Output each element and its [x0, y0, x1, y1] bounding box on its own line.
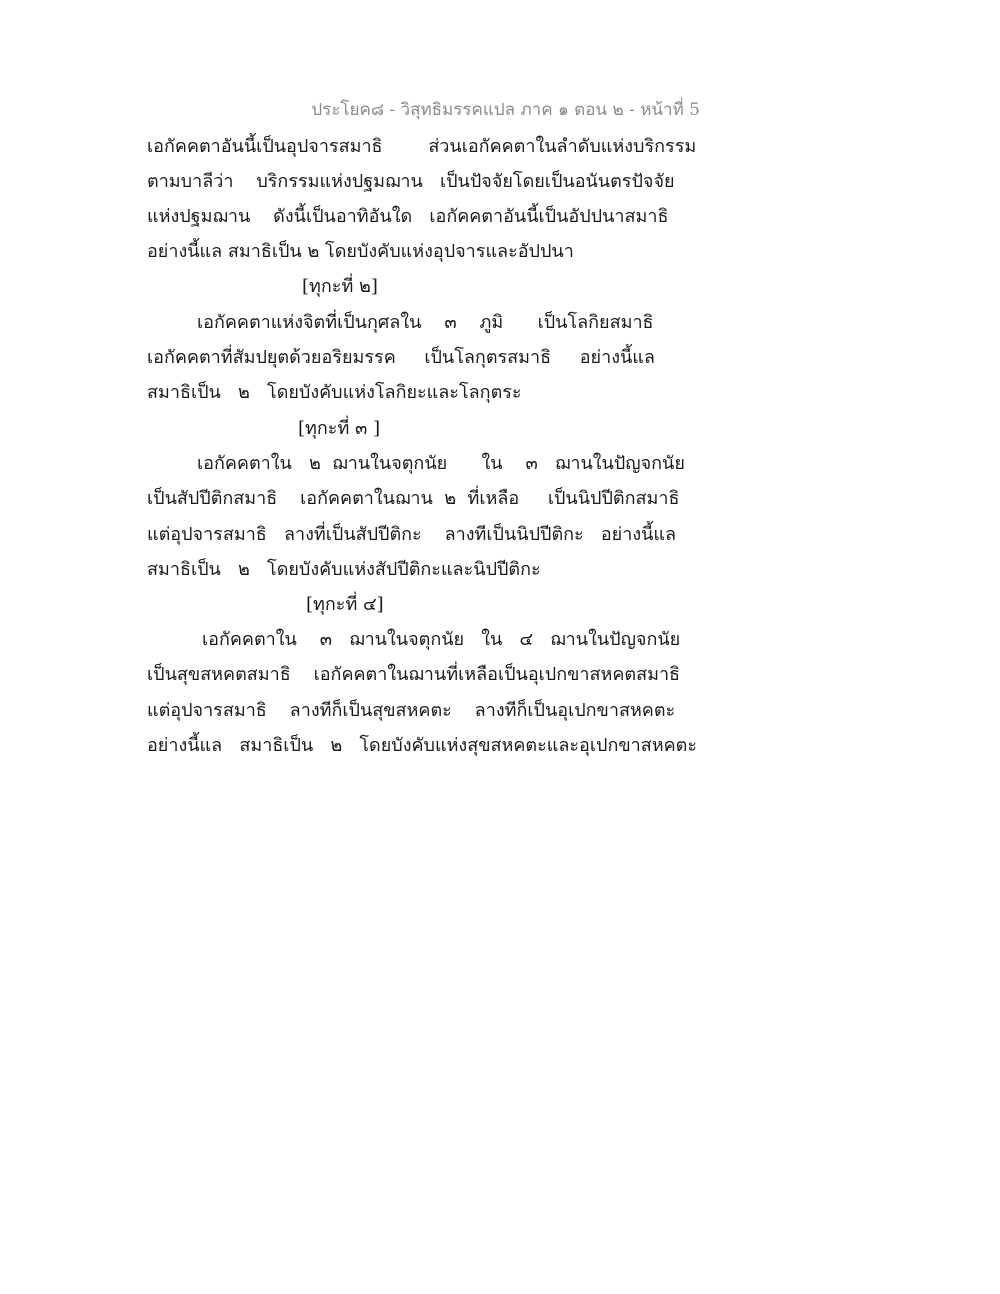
text-line: เป็นสุขสหคตสมาธิ เอกัคคตาในฌานที่เหลือเป็นอุเปกขาสหคตสมาธิ	[147, 664, 681, 685]
text-line: แต่อุปจารสมาธิ ลางทีก็เป็นสุขสหคตะ ลางทีก็เป็นอุเปกขาสหคตะ	[147, 700, 676, 721]
text-line: เอกัคคตาอันนี้เป็นอุปจารสมาธิ ส่วนเอกัคคตาในลำดับแห่งบริกรรม	[147, 136, 697, 157]
section-heading: [ทุกะที่ ๒]	[302, 276, 378, 297]
text-line: ตามบาลีว่า บริกรรมแห่งปฐมฌาน เป็นปัจจัยโดยเป็นอนันตรปัจจัย	[147, 171, 675, 192]
section-heading: [ทุกะที่ ๓ ]	[298, 418, 381, 439]
text-line: อย่างนี้แล สมาธิเป็น ๒ โดยบังคับแห่งอุปจารและอัปปนา	[147, 241, 574, 262]
text-line: สมาธิเป็น ๒ โดยบังคับแห่งโลกิยะและโลกุตระ	[147, 382, 522, 403]
text-line: เอกัคคตาใน ๓ ฌานในจตุกนัย ใน ๔ ฌานในปัญจกนัย	[202, 629, 681, 650]
text-line: เอกัคคตาใน ๒ ฌานในจตุกนัย ใน ๓ ฌานในปัญจกนัย	[197, 453, 685, 474]
text-line: สมาธิเป็น ๒ โดยบังคับแห่งสัปปีติกะและนิปปีติกะ	[147, 559, 541, 580]
text-line: อย่างนี้แล สมาธิเป็น ๒ โดยบังคับแห่งสุขสหคตะและอุเปกขาสหคตะ	[147, 735, 698, 756]
text-line: แห่งปฐมฌาน ดังนี้เป็นอาทิอันใด เอกัคคตาอันนี้เป็นอัปปนาสมาธิ	[147, 206, 669, 227]
text-line: เอกัคคตาแห่งจิตที่เป็นกุศลใน ๓ ภูมิ เป็นโลกิยสมาธิ	[197, 312, 654, 333]
text-line: เป็นสัปปีติกสมาธิ เอกัคคตาในฌาน ๒ ที่เหลือ เป็นนิปปีติกสมาธิ	[147, 488, 680, 509]
text-line: แต่อุปจารสมาธิ ลางที่เป็นสัปปีติกะ ลางทีเป็นนิปปีติกะ อย่างนี้แล	[147, 524, 677, 545]
text-line: เอกัคคตาที่สัมปยุตด้วยอริยมรรค เป็นโลกุตรสมาธิ อย่างนี้แล	[147, 347, 655, 368]
section-heading: [ทุกะที่ ๔]	[306, 594, 384, 615]
page-header: ประโยค๘ - วิสุทธิมรรคแปล ภาค ๑ ตอน ๒ - หน้าที่ 5	[311, 100, 700, 120]
